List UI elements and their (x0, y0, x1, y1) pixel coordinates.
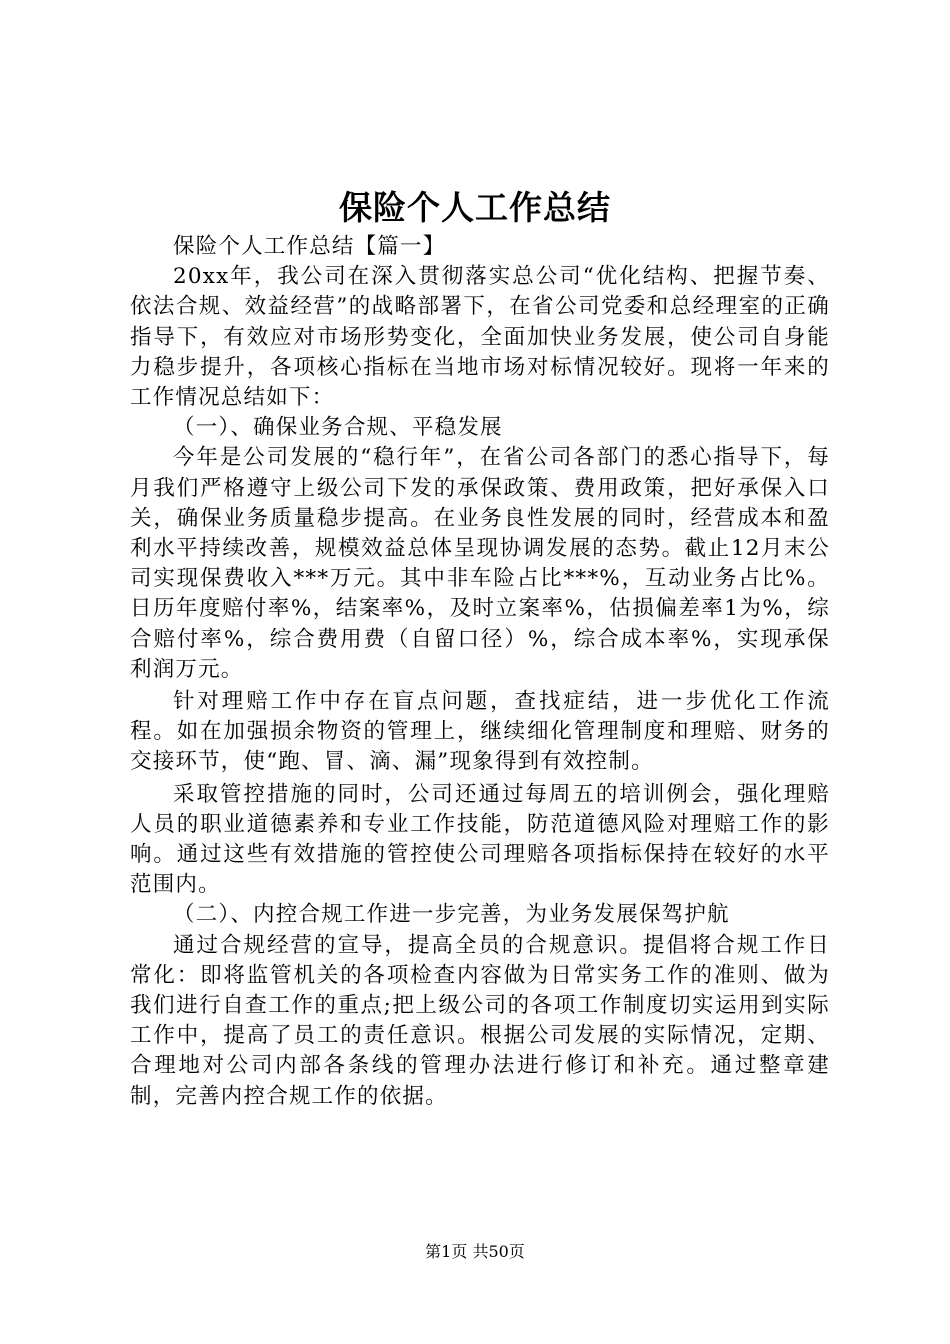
paragraph-claims: 针对理赔工作中存在盲点问题，查找症结，进一步优化工作流程。如在加强损余物资的管理上，继续细化管理制度和理赔、财务的交接环节，使“跑、冒、滴、漏”现象得到有效控制。 (130, 689, 830, 775)
paragraph-training: 采取管控措施的同时，公司还通过每周五的培训例会，强化理赔人员的职业道德素养和专业工作技能，防范道德风险对理赔工作的影响。通过这些有效措施的管控使公司理赔各项指标保持在较好的水平范围内。 (130, 781, 830, 898)
document-title: 保险个人工作总结 (339, 188, 611, 227)
page-number-footer: 第1页 共50页 (425, 1242, 525, 1261)
paragraph-compliance: 通过合规经营的宣导，提高全员的合规意识。提倡将合规工作日常化：即将监管机关的各项检查内容做为日常实务工作的准则、做为我们进行自查工作的重点;把上级公司的各项工作制度切实运用到实际工作中，提高了员工的责任意识。根据公司发展的实际情况，定期、合理地对公司内部各条线的管理办法进行修订和补充。通过整章建制，完善内控合规工作的依据。 (130, 932, 830, 1109)
paragraph-intro: 20xx年，我公司在深入贯彻落实总公司“优化结构、把握节奏、依法合规、效益经营”的战略部署下，在省公司党委和总经理室的正确指导下，有效应对市场形势变化，全面加快业务发展，使公司自身能力稳步提升，各项核心指标在当地市场对标情况较好。现将一年来的工作情况总结如下： (130, 264, 830, 411)
subsection-heading-2: （二）、内控合规工作进一步完善，为业务发展保驾护航 (173, 902, 730, 928)
paragraph-business: 今年是公司发展的“稳行年”，在省公司各部门的悉心指导下，每月我们严格遵守上级公司下发的承保政策、费用政策，把好承保入口关，确保业务质量稳步提高。在业务良性发展的同时，经营成本和盈利水平持续改善，规模效益总体呈现协调发展的态势。截止12月末公司实现保费收入***万元。其中非车险占比***%，互动业务占比%。日历年度赔付率%，结案率%，及时立案率%，估损偏差率1为%，综合赔付率%，综合费用费（自留口径）%，综合成本率%，实现承保利润万元。 (130, 445, 830, 682)
subsection-heading-1: （一）、确保业务合规、平稳发展 (173, 415, 503, 441)
document-body (130, 232, 830, 1112)
section-heading: 保险个人工作总结【篇一】 (173, 234, 446, 259)
